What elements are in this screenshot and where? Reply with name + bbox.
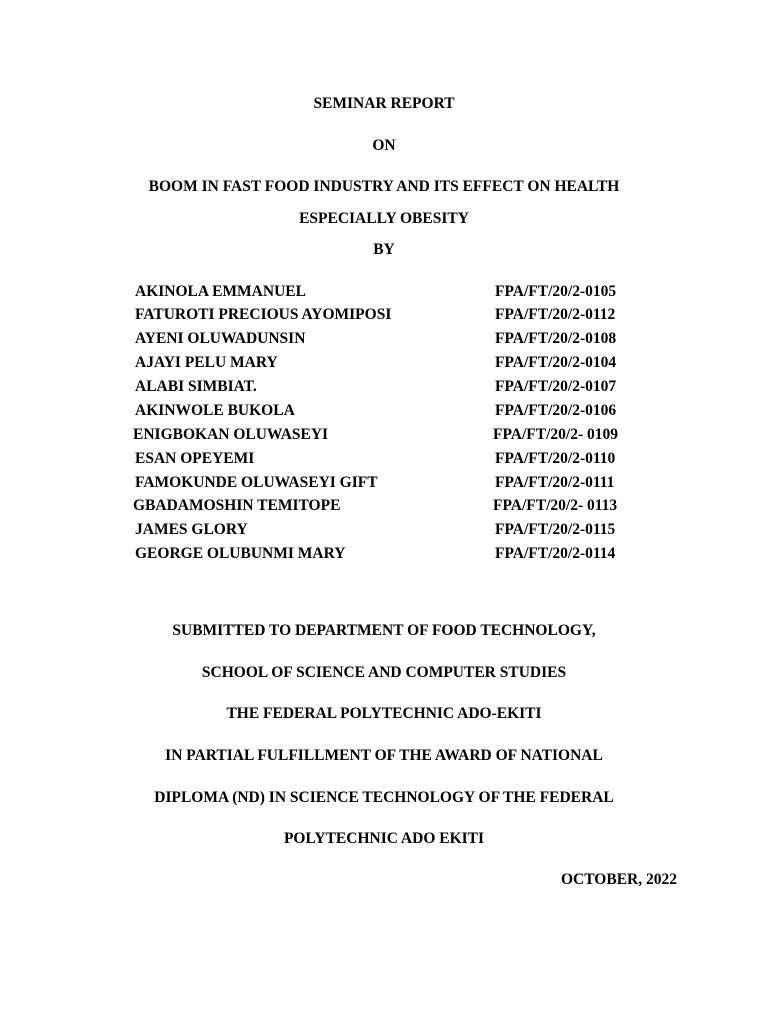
submission-line-department: SUBMITTED TO DEPARTMENT OF FOOD TECHNOLOGY, [172,622,596,639]
report-title-line2: ESPECIALLY OBESITY [299,210,469,227]
student-id: FPA/FT/20/2-0107 [495,378,617,395]
student-id: FPA/FT/20/2-0105 [495,283,617,300]
student-name: ALABI SIMBIAT. [135,378,257,395]
student-name: JAMES GLORY [135,521,248,538]
student-id: FPA/FT/20/2-0115 [495,521,616,538]
student-id: FPA/FT/20/2-0106 [495,402,617,419]
student-id: FPA/FT/20/2- 0113 [493,497,618,514]
student-name: GBADAMOSHIN TEMITOPE [133,497,341,514]
student-id: FPA/FT/20/2-0112 [495,306,616,323]
student-name: AKINWOLE BUKOLA [135,402,295,419]
student-name: AYENI OLUWADUNSIN [135,330,306,347]
student-id: FPA/FT/20/2-0108 [495,330,617,347]
student-id: FPA/FT/20/2- 0109 [493,426,618,443]
submission-line-polytechnic: POLYTECHNIC ADO EKITI [283,830,485,847]
student-name: AJAYI PELU MARY [135,354,278,371]
on-heading: ON [372,137,396,154]
student-name: AKINOLA EMMANUEL [135,283,306,300]
report-title-line1: BOOM IN FAST FOOD INDUSTRY AND ITS EFFECT ON HEALTH [148,178,620,195]
submission-line-purpose: IN PARTIAL FULFILLMENT OF THE AWARD OF NATIONAL [165,747,603,764]
student-id: FPA/FT/20/2-0110 [495,450,616,467]
submission-line-diploma: DIPLOMA (ND) IN SCIENCE TECHNOLOGY OF THE FEDERAL [154,789,614,806]
student-id: FPA/FT/20/2-0114 [495,545,616,562]
student-id: FPA/FT/20/2-0104 [495,354,617,371]
by-heading: BY [373,241,395,258]
student-name: ENIGBOKAN OLUWASEYI [133,426,329,443]
submission-line-school: SCHOOL OF SCIENCE AND COMPUTER STUDIES [201,664,567,681]
student-name: GEORGE OLUBUNMI MARY [135,545,346,562]
student-id: FPA/FT/20/2-0111 [495,474,615,491]
student-name: FATUROTI PRECIOUS AYOMIPOSI [135,306,392,323]
student-name: FAMOKUNDE OLUWASEYI GIFT [135,474,378,491]
submission-date: OCTOBER, 2022 [561,871,677,888]
student-name: ESAN OPEYEMI [135,450,255,467]
report-type-heading: SEMINAR REPORT [313,95,455,112]
submission-line-institution: THE FEDERAL POLYTECHNIC ADO-EKITI [226,705,542,722]
